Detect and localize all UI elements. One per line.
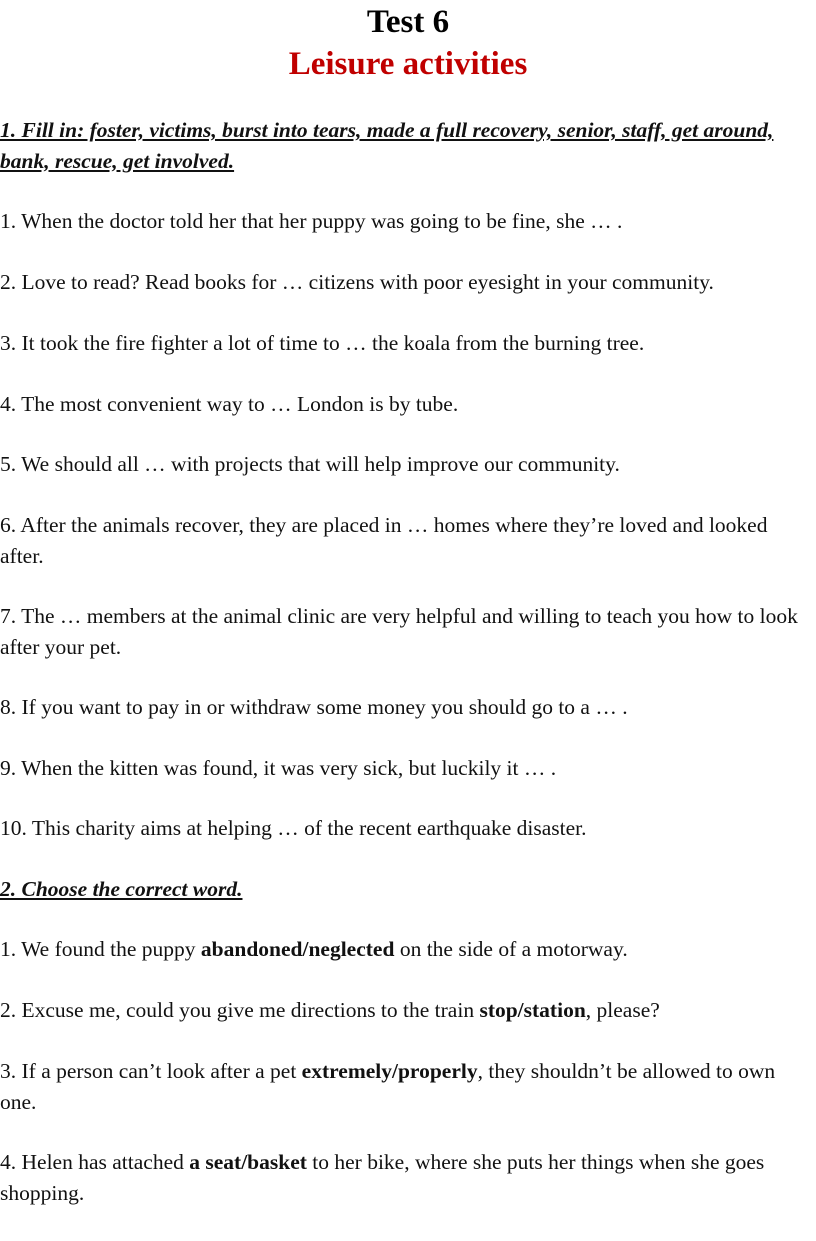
word-choice: stop/station bbox=[479, 998, 586, 1022]
exercise-1-item-7: 7. The … members at the animal clinic are very helpful and willing to teach you how to look after your pet. bbox=[0, 604, 798, 659]
page-title: Test 6 bbox=[366, 4, 450, 40]
section-1-instruction: 1. Fill in: foster, victims, burst into tears, made a full recovery, senior, staff, get around, bank, rescue, get involved. bbox=[0, 118, 774, 173]
item-text-before: 4. Helen has attached bbox=[0, 1150, 190, 1174]
exercise-1-item-5: 5. We should all … with projects that will help improve our community. bbox=[0, 452, 620, 476]
exercise-2-item-2 bbox=[0, 995, 814, 1026]
item-text-before: 3. If a person can’t look after a pet bbox=[0, 1059, 302, 1083]
item-text-after: to her bike, where she puts her things when she goes shopping. bbox=[0, 1150, 765, 1205]
exercise-1-item-1: 1. When the doctor told her that her puppy was going to be fine, she … . bbox=[0, 209, 623, 233]
exercise-1-item-6: 6. After the animals recover, they are placed in … homes where they’re loved and looked after. bbox=[0, 513, 768, 568]
exercise-2-item-4 bbox=[0, 1147, 814, 1208]
page-subtitle: Leisure activities bbox=[288, 46, 528, 82]
exercise-1-item-2: 2. Love to read? Read books for … citizens with poor eyesight in your community. bbox=[0, 270, 714, 294]
word-choice: a seat/basket bbox=[189, 1150, 307, 1174]
item-text-before: 1. We found the puppy bbox=[0, 937, 201, 961]
exercise-2-item-3 bbox=[0, 1056, 814, 1117]
word-choice: abandoned/neglected bbox=[200, 937, 395, 961]
item-text-after: , they shouldn’t be allowed to own one. bbox=[0, 1059, 776, 1114]
item-text-before: 2. Excuse me, could you give me directions to the train bbox=[0, 998, 480, 1022]
exercise-1-item-9: 9. When the kitten was found, it was very sick, but luckily it … . bbox=[0, 756, 557, 780]
exercise-1-item-8: 8. If you want to pay in or withdraw some money you should go to a … . bbox=[0, 695, 628, 719]
exercise-1-item-10: 10. This charity aims at helping … of the recent earthquake disaster. bbox=[0, 816, 587, 840]
section-2-instruction: 2. Choose the correct word. bbox=[0, 877, 243, 901]
word-choice: extremely/properly bbox=[301, 1059, 478, 1083]
exercise-1-item-4: 4. The most convenient way to … London is by tube. bbox=[0, 392, 459, 416]
item-text-after: , please? bbox=[585, 998, 660, 1022]
exercise-2-item-1 bbox=[0, 934, 814, 965]
exercise-1-item-3: 3. It took the fire fighter a lot of time to … the koala from the burning tree. bbox=[0, 331, 645, 355]
item-text-after: on the side of a motorway. bbox=[394, 937, 628, 961]
